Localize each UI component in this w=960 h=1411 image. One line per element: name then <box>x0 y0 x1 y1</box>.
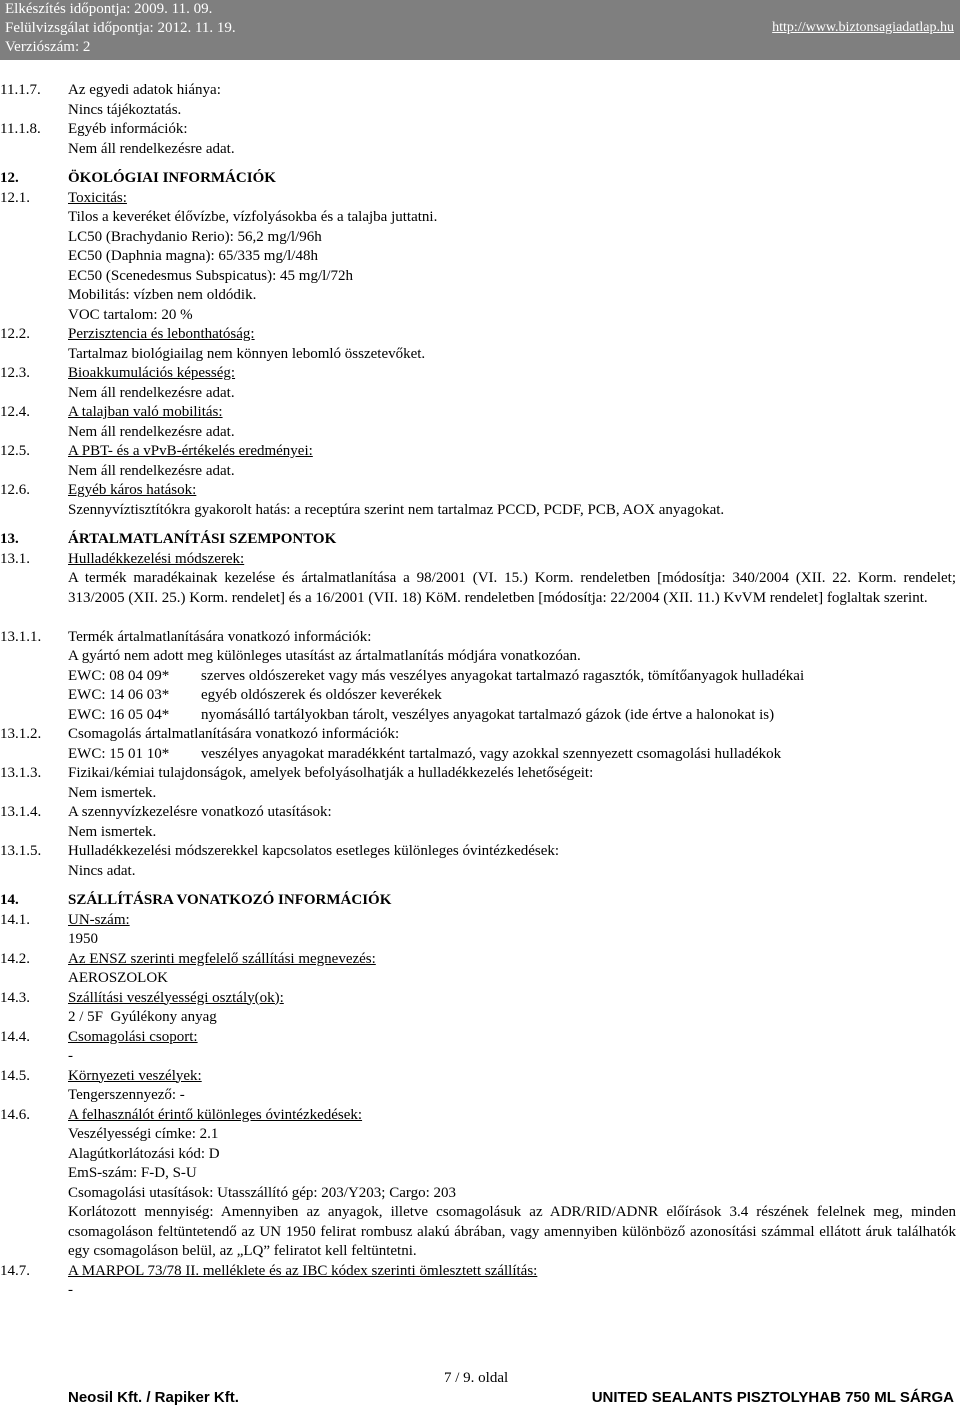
section-item <box>0 550 960 570</box>
section-title: ÁRTALMATLANÍTÁSI SZEMPONTOK <box>68 531 337 547</box>
item-number: 14.1. <box>0 911 30 928</box>
item-text-row <box>0 501 960 521</box>
item-text: AEROSZOLOK <box>68 970 168 986</box>
item-text: Tengerszennyező: - <box>68 1087 185 1103</box>
item-number: 14.5. <box>0 1067 30 1084</box>
item-text-row <box>0 462 960 482</box>
section-number: 14. <box>0 892 19 908</box>
item-number: 13.1. <box>0 550 30 567</box>
section-heading <box>0 891 960 911</box>
item-text: Nincs tájékoztatás. <box>68 101 182 118</box>
ewc-code: EWC: 16 05 04* <box>68 706 170 723</box>
item-number: 11.1.7. <box>0 82 41 98</box>
item-title: A talajban való mobilitás: <box>68 404 223 420</box>
section-heading <box>0 169 960 189</box>
item-text-row <box>0 208 960 228</box>
item-text-row <box>0 784 960 804</box>
section-title: SZÁLLÍTÁSRA VONATKOZÓ INFORMÁCIÓK <box>68 892 392 908</box>
section-heading <box>0 530 960 550</box>
item-title: A MARPOL 73/78 II. melléklete és az IBC kódex szerinti ömlesztett szállítás: <box>68 1262 538 1279</box>
item-text-row <box>0 345 960 365</box>
waste-regulation-text: A termék maradékainak kezelése és ártalmatlanítása a 98/2001 (VI. 15.) Korm. rendeletben [módosítja: 340/2004 (XII. 22. Korm. rendelet; 313/2005 (XII. 25.) Korm. rendelet] és a 16/2001 (VII. 18) KöM. rendeletben [módosítja: 22/2004 (XII. 11.) KvVM rendelet] foglaltak szerint. <box>68 570 956 606</box>
item-title: Egyéb káros hatások: <box>68 482 197 498</box>
item-text-row <box>0 1086 960 1106</box>
ewc-row <box>0 667 960 687</box>
item-text-row <box>0 101 960 121</box>
item-text-row <box>0 228 960 248</box>
product-name: UNITED SEALANTS PISZTOLYHAB 750 ML SÁRGA <box>591 1389 954 1406</box>
limited-quantity-text: Korlátozott mennyiség: Amennyiben az anyagok, illetve csomagolásuk az ADR/RID/ADNR előírások 3.4 részének felelnek meg, minden csomagoláson feltüntetendő az UN 1950 felirat rombusz alakú ábrában, vagy amennyiben különböző azonosítási számmal ellátott áruk találhatók egy csomagoláson belül, az „LQ” feliratot kell feltüntetni. <box>68 1204 956 1259</box>
section-item <box>0 81 960 101</box>
item-text: - <box>68 1048 73 1064</box>
item-text: Csomagolási utasítások: Utasszállító gép: 203/Y203; Cargo: 203 <box>68 1184 457 1201</box>
item-text-row <box>0 1164 960 1184</box>
item-text-row <box>0 306 960 326</box>
section-title: ÖKOLÓGIAI INFORMÁCIÓK <box>68 170 276 186</box>
item-title: Szállítási veszélyességi osztály(ok): <box>68 989 284 1006</box>
item-title: Egyéb információk: <box>68 121 188 137</box>
section-item <box>0 364 960 384</box>
item-title: Az ENSZ szerinti megfelelő szállítási megnevezés: <box>68 950 376 967</box>
item-text: Tilos a keveréket élővízbe, vízfolyásokba és a talajba juttatni. <box>68 209 438 225</box>
item-text-row <box>0 1184 960 1204</box>
item-text: 1950 <box>68 931 98 947</box>
item-text: Tartalmaz biológiailag nem könnyen lebomló összetevőket. <box>68 345 426 362</box>
item-text: VOC tartalom: 20 % <box>68 306 193 323</box>
item-number: 14.6. <box>0 1106 30 1123</box>
revision-date: Felülvizsgálat időpontja: 2012. 11. 19. <box>5 20 236 36</box>
item-text: Nem áll rendelkezésre adat. <box>68 423 235 440</box>
item-title: Bioakkumulációs képesség: <box>68 365 236 381</box>
ewc-code: EWC: 14 06 03* <box>68 687 170 703</box>
section-item <box>0 628 960 648</box>
item-text: A gyártó nem adott meg különleges utasítást az ártalmatlanítás módjára vonatkozóan. <box>68 648 581 664</box>
section-item <box>0 189 960 209</box>
item-text-row <box>0 140 960 160</box>
item-text-row <box>0 1281 960 1301</box>
item-text: - <box>68 1282 73 1298</box>
document-body <box>0 81 960 1301</box>
item-text: EmS-szám: F-D, S-U <box>68 1165 197 1181</box>
paragraph-block <box>0 1203 960 1262</box>
section-item <box>0 950 960 970</box>
item-text: Nem ismertek. <box>68 823 157 840</box>
item-title: Fizikai/kémiai tulajdonságok, amelyek befolyásolhatják a hulladékkezelés lehetőségeit: <box>68 765 594 781</box>
item-title: Hulladékkezelési módszerekkel kapcsolatos esetleges különleges óvintézkedések: <box>68 843 560 859</box>
website-link[interactable]: http://www.biztonsagiadatlap.hu <box>772 20 954 35</box>
section-item <box>0 911 960 931</box>
section-number: 13. <box>0 531 19 547</box>
item-title: Környezeti veszélyek: <box>68 1067 202 1084</box>
item-number: 12.6. <box>0 482 30 498</box>
document-header <box>0 0 960 60</box>
section-item <box>0 403 960 423</box>
section-item <box>0 803 960 823</box>
item-text-row <box>0 647 960 667</box>
section-item <box>0 1067 960 1087</box>
section-item <box>0 842 960 862</box>
section-item <box>0 1106 960 1126</box>
item-title: A felhasználót érintő különleges óvintézkedések: <box>68 1106 363 1123</box>
item-text-row <box>0 1125 960 1145</box>
item-title: Az egyedi adatok hiánya: <box>68 82 221 98</box>
section-item <box>0 1028 960 1048</box>
item-number: 14.3. <box>0 989 30 1006</box>
item-text-row <box>0 1047 960 1067</box>
item-number: 12.2. <box>0 326 30 342</box>
item-text-row <box>0 384 960 404</box>
item-number: 13.1.1. <box>0 628 42 645</box>
item-title: Csomagolási csoport: <box>68 1028 198 1045</box>
item-number: 12.1. <box>0 189 30 206</box>
section-item <box>0 481 960 501</box>
section-item <box>0 1262 960 1282</box>
item-text-row <box>0 823 960 843</box>
company-name: Neosil Kft. / Rapiker Kft. <box>68 1389 239 1406</box>
item-title: Toxicitás: <box>68 189 127 206</box>
item-text-row <box>0 930 960 950</box>
created-date: Elkészítés időpontja: 2009. 11. 09. <box>5 1 213 17</box>
ewc-code: EWC: 15 01 10* <box>68 745 170 762</box>
ewc-description: veszélyes anyagokat maradékként tartalmazó, vagy azokkal szennyezett csomagolási hulladékok <box>201 745 782 762</box>
item-text: Alagútkorlátozási kód: D <box>68 1145 220 1162</box>
item-text-row <box>0 247 960 267</box>
item-number: 11.1.8. <box>0 121 41 137</box>
item-title: A PBT- és a vPvB-értékelés eredményei: <box>68 443 313 459</box>
item-text: Szennyvíztisztítókra gyakorolt hatás: a receptúra szerint nem tartalmaz PCCD, PCDF, PCB, AOX anyagokat. <box>68 501 725 518</box>
version-number: Verziószám: 2 <box>5 39 91 55</box>
item-text: Nem áll rendelkezésre adat. <box>68 384 235 401</box>
page-number: 7 / 9. oldal <box>444 1370 509 1386</box>
section-item <box>0 764 960 784</box>
paragraph-block <box>0 569 960 628</box>
ewc-row <box>0 706 960 726</box>
item-text: Nem ismertek. <box>68 784 157 801</box>
item-text: EC50 (Scenedesmus Subspicatus): 45 mg/l/72h <box>68 267 353 284</box>
item-text-row <box>0 969 960 989</box>
item-text: Nincs adat. <box>68 862 136 879</box>
item-number: 13.1.5. <box>0 843 42 859</box>
item-title: A szennyvízkezelésre vonatkozó utasítások: <box>68 804 332 820</box>
item-text-row <box>0 1145 960 1165</box>
item-title: UN-szám: <box>68 911 130 928</box>
ewc-row <box>0 686 960 706</box>
item-title: Hulladékkezelési módszerek: <box>68 550 245 567</box>
item-number: 12.4. <box>0 404 30 420</box>
section-item <box>0 989 960 1009</box>
item-number: 13.1.4. <box>0 804 42 820</box>
item-number: 13.1.2. <box>0 726 42 742</box>
item-number: 14.7. <box>0 1262 30 1279</box>
item-text: LC50 (Brachydanio Rerio): 56,2 mg/l/96h <box>68 228 322 245</box>
item-number: 12.5. <box>0 443 30 459</box>
ewc-description: nyomásálló tartályokban tárolt, veszélyes anyagokat tartalmazó gázok (ide értve a halonokat is) <box>201 706 775 723</box>
item-text-row <box>0 286 960 306</box>
item-number: 13.1.3. <box>0 765 42 781</box>
ewc-description: szerves oldószereket vagy más veszélyes anyagokat tartalmazó ragasztók, tömítőanyagok hulladékai <box>201 667 805 684</box>
item-text: Mobilitás: vízben nem oldódik. <box>68 287 257 303</box>
item-text-row <box>0 423 960 443</box>
item-number: 14.2. <box>0 950 30 967</box>
item-title: Csomagolás ártalmatlanítására vonatkozó információk: <box>68 726 400 742</box>
item-text: EC50 (Daphnia magna): 65/335 mg/l/48h <box>68 248 318 264</box>
section-number: 12. <box>0 170 19 186</box>
item-text: Nem áll rendelkezésre adat. <box>68 140 235 157</box>
section-item <box>0 442 960 462</box>
item-title: Perzisztencia és lebonthatóság: <box>68 326 255 342</box>
item-number: 14.4. <box>0 1028 30 1045</box>
item-text-row <box>0 267 960 287</box>
section-item <box>0 120 960 140</box>
item-number: 12.3. <box>0 365 30 381</box>
section-item <box>0 725 960 745</box>
ewc-row <box>0 745 960 765</box>
item-text: 2 / 5F Gyúlékony anyag <box>68 1009 217 1025</box>
item-text: Nem áll rendelkezésre adat. <box>68 462 235 479</box>
item-text-row <box>0 862 960 882</box>
item-text-row <box>0 1008 960 1028</box>
ewc-description: egyéb oldószerek és oldószer keverékek <box>201 687 442 703</box>
item-text: Veszélyességi címke: 2.1 <box>68 1126 219 1142</box>
item-title: Termék ártalmatlanítására vonatkozó információk: <box>68 628 372 645</box>
ewc-code: EWC: 08 04 09* <box>68 667 170 684</box>
section-item <box>0 325 960 345</box>
